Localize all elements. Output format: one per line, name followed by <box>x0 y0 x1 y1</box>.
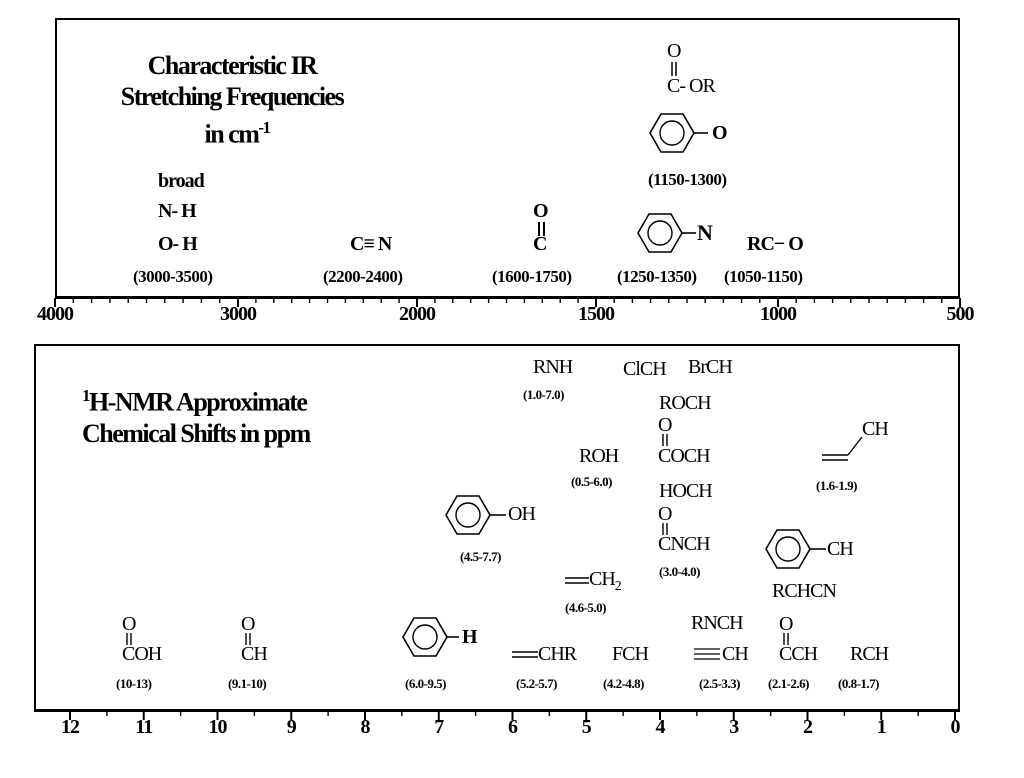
nmr-rnch-label: RNCH <box>691 612 743 634</box>
ir-aryl-amine-n: N <box>697 220 712 245</box>
ir-tick-label-1000: 1000 <box>760 303 796 325</box>
nmr-tick-label-9: 9 <box>286 716 296 738</box>
nmr-amine-label: RNH <box>533 356 573 378</box>
nmr-hetero-range: (3.0-4.0) <box>659 564 700 579</box>
nmr-tick-label-7: 7 <box>434 716 444 738</box>
ir-ester-or-label: - OR <box>679 75 715 97</box>
ir-ester-o: O <box>667 40 681 62</box>
nmr-alkyne-label: CH <box>722 643 748 665</box>
ir-nh-label: N- H <box>158 200 196 222</box>
nmr-hoch-label: HOCH <box>659 480 712 502</box>
ir-ether-label: RC− O <box>747 233 803 255</box>
nmr-tick-label-11: 11 <box>135 716 153 738</box>
ir-broad-note: broad <box>158 170 204 192</box>
nmr-vinyl-ch2-ch: CH <box>589 568 615 590</box>
nmr-phenol-label: OH <box>508 503 535 525</box>
nmr-aldehyde-o: O <box>241 613 255 635</box>
nmr-fch-label: FCH <box>612 643 648 665</box>
ir-tick-label-4000: 4000 <box>37 303 73 325</box>
nmr-tick-label-8: 8 <box>360 716 370 738</box>
nmr-title-line-1-text: H-NMR Approximate <box>89 387 307 417</box>
nmr-title-line-2: Chemical Shifts in ppm <box>82 418 310 448</box>
nmr-vinyl-ch2-range: (4.6-5.0) <box>565 600 606 615</box>
ir-oh-range: (3000-3500) <box>133 267 213 286</box>
ir-ether-range: (1050-1150) <box>724 267 803 286</box>
nmr-amide-o: O <box>658 503 672 525</box>
nmr-alcohol-label: ROH <box>579 445 619 467</box>
nmr-alcohol-range: (0.5-6.0) <box>571 474 612 489</box>
ir-carbonyl-o: O <box>533 200 548 222</box>
nmr-amine-range: (1.0-7.0) <box>523 387 564 402</box>
ir-ester-range: (1150-1300) <box>648 170 727 189</box>
ir-carbonyl-c: C <box>533 233 547 255</box>
nmr-alkyl-label: RCH <box>850 643 889 665</box>
ir-title-line-1: Characteristic IR <box>147 51 317 80</box>
nmr-fch-range: (4.2-4.8) <box>603 676 644 691</box>
ir-tick-label-2000: 2000 <box>399 303 435 325</box>
nmr-cooch-label: COCH <box>658 445 710 467</box>
ir-tick-label-500: 500 <box>946 303 974 325</box>
ir-ester-c-label: C <box>667 75 680 97</box>
nmr-acid-range: (10-13) <box>116 676 152 691</box>
ir-nitrile-range: (2200-2400) <box>323 267 403 286</box>
nmr-phenol-range: (4.5-7.7) <box>460 549 501 564</box>
ir-carbonyl-range: (1600-1750) <box>492 267 572 286</box>
nmr-tick-label-1: 1 <box>876 716 886 738</box>
nmr-vinyl-r-range: (5.2-5.7) <box>516 676 557 691</box>
nmr-ketone-range: (2.1-2.6) <box>768 676 809 691</box>
nmr-tick-label-3: 3 <box>729 716 739 738</box>
nmr-roch-label: ROCH <box>659 392 711 414</box>
ir-title-unit: in cm <box>204 119 259 149</box>
ir-aryl-amine-range: (1250-1350) <box>617 267 697 286</box>
nmr-tick-label-0: 0 <box>950 716 960 738</box>
nmr-benzylic-label: CH <box>827 538 853 560</box>
nmr-tick-label-5: 5 <box>581 716 591 738</box>
nmr-acid-o: O <box>122 613 136 635</box>
ir-nitrile-label: C≡ N <box>350 233 392 255</box>
nmr-aldehyde-range: (9.1-10) <box>228 676 267 691</box>
nmr-tick-label-2: 2 <box>803 716 812 738</box>
ir-title-line-2: Stretching Frequencies <box>120 82 344 111</box>
nmr-brch-label: BrCH <box>688 356 732 378</box>
ir-tick-label-1500: 1500 <box>578 303 614 325</box>
nmr-tick-label-6: 6 <box>508 716 517 738</box>
nmr-rchcn-label: RCHCN <box>772 580 836 602</box>
nmr-tick-label-4: 4 <box>655 716 665 738</box>
nmr-aryl-h-range: (6.0-9.5) <box>405 676 446 691</box>
nmr-clch-label: ClCH <box>623 358 666 380</box>
nmr-alkyl-range: (0.8-1.7) <box>838 676 879 691</box>
ir-ester-aryl-o: O <box>712 122 727 144</box>
nmr-tick-label-12: 12 <box>61 716 79 738</box>
nmr-ester-o: O <box>658 414 672 436</box>
nmr-vinyl-ch2-sub: 2 <box>614 579 621 594</box>
nmr-aryl-h-label: H <box>462 626 477 648</box>
nmr-cnch-label: CNCH <box>658 533 710 555</box>
ir-title-superscript: -1 <box>258 118 270 137</box>
nmr-allylic-range: (1.6-1.9) <box>816 478 857 493</box>
nmr-aldehyde-label: CH <box>241 643 267 665</box>
ir-oh-label: O- H <box>158 233 197 255</box>
nmr-alkyne-range: (2.5-3.3) <box>699 676 740 691</box>
nmr-title-superscript: 1 <box>82 386 89 405</box>
ir-tick-label-3000: 3000 <box>220 303 256 325</box>
nmr-tick-label-10: 10 <box>208 716 227 738</box>
nmr-acid-label: COH <box>122 643 162 665</box>
nmr-ketone-o: O <box>779 613 793 635</box>
nmr-allylic-label: CH <box>862 418 888 440</box>
nmr-ketone-label: CCH <box>779 643 818 665</box>
nmr-vinyl-r-label: CHR <box>538 643 577 665</box>
